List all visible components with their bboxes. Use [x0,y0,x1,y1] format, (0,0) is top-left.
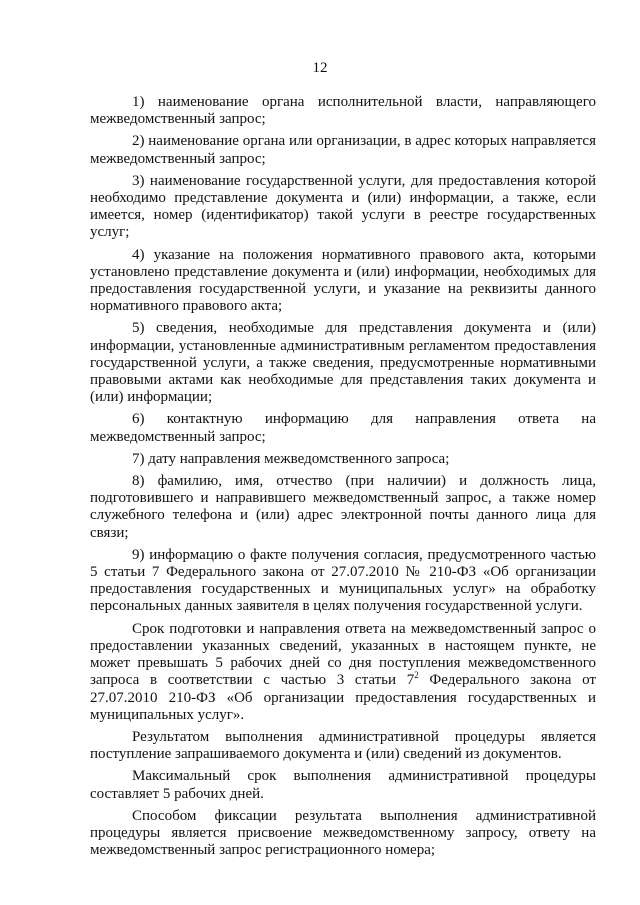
result-paragraph: Результатом выполнения административной процедуры является поступление запрашиваемого документа и (или) сведений из документов. [90,728,596,763]
max-term-paragraph: Максимальный срок выполнения административной процедуры составляет 5 рабочих дней. [90,768,596,802]
list-item-8: 8) фамилию, имя, отчество (при наличии) и должность лица, подготовившего и направившего межведомственный запрос, а также номер служебного телефона и (или) адрес электронной почты данного лица для связи; [90,473,596,541]
fixation-paragraph: Способом фиксации результата выполнения административной процедуры является присвоение межведомственному запросу, ответу на межведомственный запрос регистрационного номера; [90,807,596,859]
document-body [90,94,596,864]
list-item-5: 5) сведения, необходимые для представления документа и (или) информации, установленные административным регламентом предоставления государственной услуги, а также сведения, предусмотренные нормативными правовыми актами как необходимые для представления таких документа и (или) информации; [90,320,596,406]
article-superscript: 2 [414,670,419,681]
list-item-2: 2) наименование органа или организации, в адрес которых направляется межведомственный запрос; [90,133,596,167]
list-item-9: 9) информацию о факте получения согласия, предусмотренного частью 5 статьи 7 Федерального закона от 27.07.2010 № 210-ФЗ «Об организации предоставления государственных и муниципальных услуг» на обработку персональных данных заявителя в целях получения государственной услуги. [90,546,596,615]
list-item-1: 1) наименование органа исполнительной власти, направляющего межведомственный запрос; [90,94,596,128]
deadline-text-end: Федерального закона от 27.07.2010 210-ФЗ «Об организации предоставления государственных и муниципальных услуг». [90,672,596,723]
page-number: 12 [312,60,328,76]
deadline-text-start: Срок подготовки и направления ответа на межведомственный запрос о предоставлении указанных сведений, указанных в настоящем пункте, не может превышать 5 рабочих дней со дня поступления межведомственного запроса в соответствии с частью 3 статьи 7 [90,620,596,689]
list-item-7: 7) дату направления межведомственного запроса; [132,450,450,467]
list-item-3: 3) наименование государственной услуги, для предоставления которой необходимо представление документа и (или) информации, а также, если имеется, номер (идентификатор) такой услуги в реестре государственных услуг; [90,172,596,241]
list-item-6: 6) контактную информацию для направления ответа на межведомственный запрос; [90,411,596,445]
deadline-paragraph [90,621,596,724]
list-item-4: 4) указание на положения нормативного правового акта, которыми установлено представление документа и (или) информации, необходимых для предоставления государственной услуги, и указание на реквизиты данного нормативного правового акта; [90,246,596,315]
